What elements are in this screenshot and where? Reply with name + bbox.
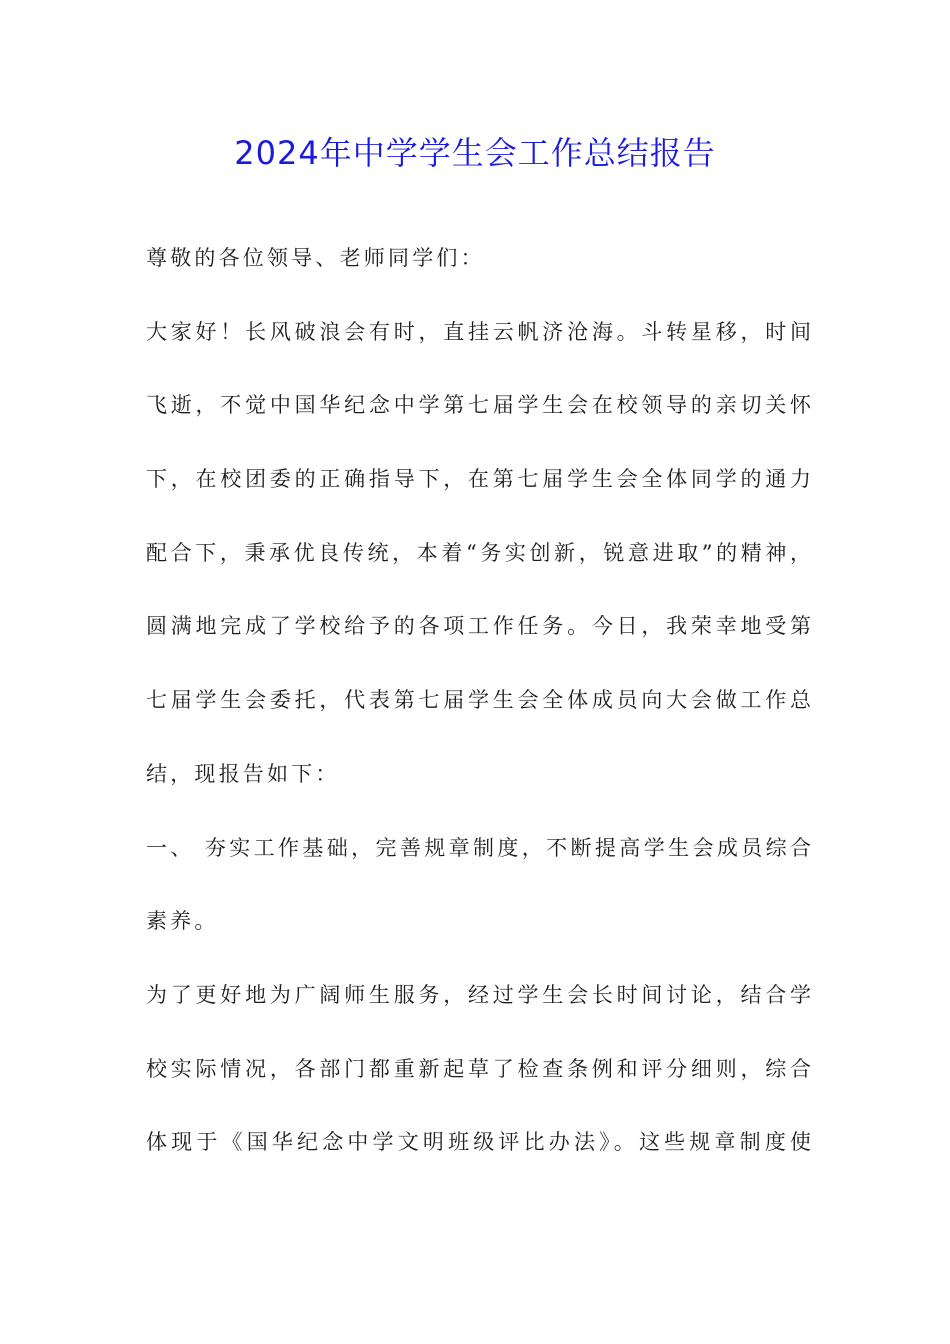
text-line: 飞逝，不觉中国华纪念中学第七届学生会在校领导的亲切关怀 (146, 393, 811, 418)
text-line: 七届学生会委托，代表第七届学生会全体成员向大会做工作总 (146, 688, 811, 713)
text-line: 大家好！长风破浪会有时，直挂云帆济沧海。斗转星移，时间 (146, 319, 811, 344)
section-heading: 一、 夯实工作基础，完善规章制度，不断提高学生会成员综合 (146, 835, 811, 860)
text-line: 体现于《国华纪念中学文明班级评比办法》。这些规章制度使 (146, 1130, 811, 1155)
document-body (146, 236, 811, 1194)
text-line: 为了更好地为广阔师生服务，经过学生会长时间讨论，结合学 (146, 982, 811, 1007)
text-line: 结，现报告如下： (146, 761, 340, 786)
text-line: 圆满地完成了学校给予的各项工作任务。今日，我荣幸地受第 (146, 614, 811, 639)
text-line: 配合下，秉承优良传统，本着“务实创新，锐意进取”的精神， (146, 540, 811, 565)
section-heading-continued: 素养。 (146, 909, 219, 934)
text-line: 尊敬的各位领导、老师同学们： (146, 246, 485, 270)
text-line: 校实际情况，各部门都重新起草了检查条例和评分细则，综合 (146, 1056, 811, 1081)
text-line: 下，在校团委的正确指导下，在第七届学生会全体同学的通力 (146, 467, 811, 492)
document-title: 2024年中学学生会工作总结报告 (234, 134, 716, 172)
